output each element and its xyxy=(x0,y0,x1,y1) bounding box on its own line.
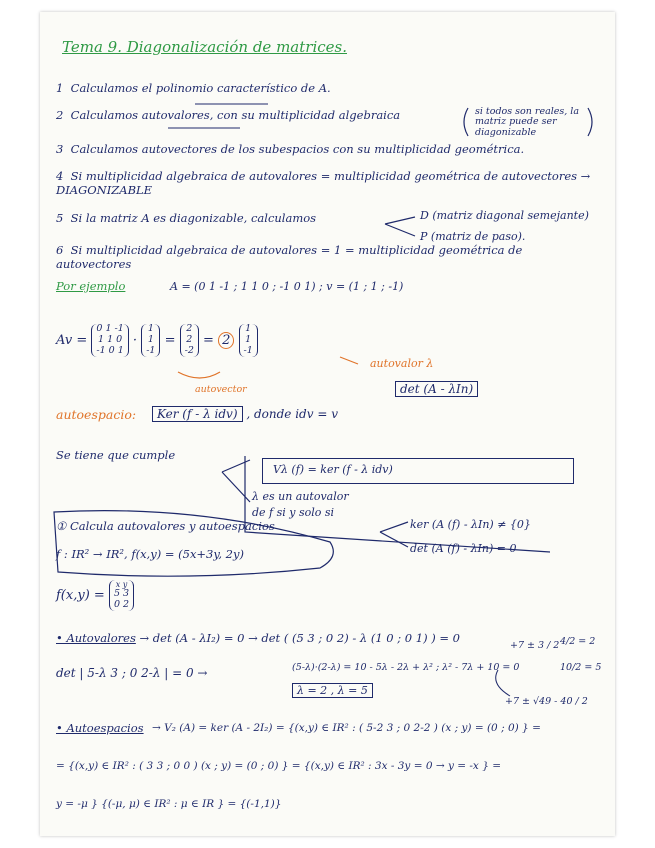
autoespacios-line2: = {(x,y) ∈ IR² : ( 3 3 ; 0 0 ) (x ; y) = (0 ; 0) } = {(x,y) ∈ IR² : 3x - 3y = 0 → y = -x } = xyxy=(56,760,502,772)
step-number: 1 xyxy=(56,81,64,95)
autoespacios-label: • Autoespacios xyxy=(56,721,144,735)
notebook-page xyxy=(40,12,615,836)
side-calc-2: 4/2 = 2 xyxy=(560,636,596,647)
step-5-output-p: P (matriz de paso). xyxy=(420,230,526,243)
step-text: Calculamos autovectores de los subespacios con su multiplicidad geométrica. xyxy=(70,142,525,156)
step-text: Calculamos el polinomio característico de A. xyxy=(70,81,331,95)
vector-v-2: 1 1 -1 xyxy=(239,324,258,357)
step-text: Si multiplicidad algebraica de autovalores = multiplicidad geométrica de autovectores → DIAGONIZABLE xyxy=(56,169,591,197)
side-calc-4: +7 ± √49 - 40 / 2 xyxy=(505,696,588,707)
step-5-output-d: D (matriz diagonal semejante) xyxy=(420,209,589,222)
step-number: 6 xyxy=(56,243,64,257)
eigen-scalar: 2 xyxy=(218,332,234,349)
result-vector: 2 2 -2 xyxy=(180,324,199,357)
autoespacio-formula: Ker (f - λ idv) , donde idv = v xyxy=(152,407,338,421)
example-label: Por ejemplo xyxy=(56,279,126,293)
vector-v: 1 1 -1 xyxy=(141,324,160,357)
cumple-box-2a: λ es un autovalor xyxy=(252,490,349,503)
av-lhs: Av = xyxy=(56,332,88,348)
autovalor-label: autovalor λ xyxy=(370,357,434,370)
autoespacio-donde: , donde idv = v xyxy=(246,407,338,421)
autovalores-det: det | 5-λ 3 ; 0 2-λ | = 0 → xyxy=(56,666,208,680)
step-number: 5 xyxy=(56,211,64,225)
cumple-lead: Se tiene que cumple xyxy=(56,448,176,462)
exercise-fxy: f(x,y) = x y 5 3 0 2 xyxy=(56,580,134,611)
step-number: 4 xyxy=(56,169,64,183)
autovalores-label: • Autovalores xyxy=(56,631,136,645)
step-text: Si la matriz A es diagonizable, calculamos xyxy=(70,211,317,225)
step-number: 3 xyxy=(56,142,64,156)
av-equation: Av = 0 1 -1 1 1 0 -1 0 1 · 1 1 -1 = 2 2 -2 = 2 1 1 -1 xyxy=(56,324,258,357)
autovalores-line1: → det (A - λI₂) = 0 → det ( (5 3 ; 0 2) - λ (1 0 ; 0 1) ) = 0 xyxy=(139,631,460,645)
autoespacio-label: autoespacio: xyxy=(56,407,137,422)
exercise-title: ① Calcula autovalores y autoespacios xyxy=(56,519,275,533)
side-calc-3: 10/2 = 5 xyxy=(560,662,602,673)
page-title: Tema 9. Diagonalización de matrices. xyxy=(62,38,347,56)
step-text: Calculamos autovalores, con su multiplicidad algebraica xyxy=(70,108,401,122)
autovector-label: autovector xyxy=(195,384,247,395)
matrix-a: 0 1 -1 1 1 0 -1 0 1 xyxy=(91,324,128,357)
cumple-det: det (A (f) - λIn) = 0 xyxy=(410,542,517,555)
autovalores-expand: (5-λ)·(2-λ) = 10 - 5λ - 2λ + λ² ; λ² - 7λ + 10 = 0 xyxy=(292,662,520,673)
autoespacios-line1: → V₂ (A) = ker (A - 2I₂) = {(x,y) ∈ IR² : ( 5-2 3 ; 0 2-2 ) (x ; y) = (0 ; 0) } = xyxy=(152,722,541,734)
autoespacios-line3: y = -μ } {(-μ, μ) ∈ IR² : μ ∈ IR } = {(-1,1)} xyxy=(56,798,282,810)
example-definition: A = (0 1 -1 ; 1 1 0 ; -1 0 1) ; v = (1 ; 1 ; -1) xyxy=(170,280,404,293)
cumple-ker: ker (A (f) - λIn) ≠ {0} xyxy=(410,518,531,531)
step-2-note: si todos son reales, la matriz puede ser diagonizable xyxy=(475,106,580,138)
step-number: 2 xyxy=(56,108,64,122)
autovalores-roots: λ = 2 , λ = 5 xyxy=(292,684,373,697)
step-text: Si multiplicidad algebraica de autovalores = 1 = multiplicidad geométrica de autovectores xyxy=(56,243,523,271)
exercise-map: f : IR² → IR², f(x,y) = (5x+3y, 2y) xyxy=(56,547,244,561)
f-matrix: x y 5 3 0 2 xyxy=(109,580,134,611)
ink-strokes xyxy=(40,12,615,836)
side-calc-1: +7 ± 3 / 2 xyxy=(510,640,560,651)
det-note: det (A - λIn) xyxy=(395,382,478,396)
cumple-box-2b: de f si y solo si xyxy=(252,506,335,519)
cumple-box-1: Vλ (f) = ker (f - λ idv) xyxy=(262,458,574,484)
